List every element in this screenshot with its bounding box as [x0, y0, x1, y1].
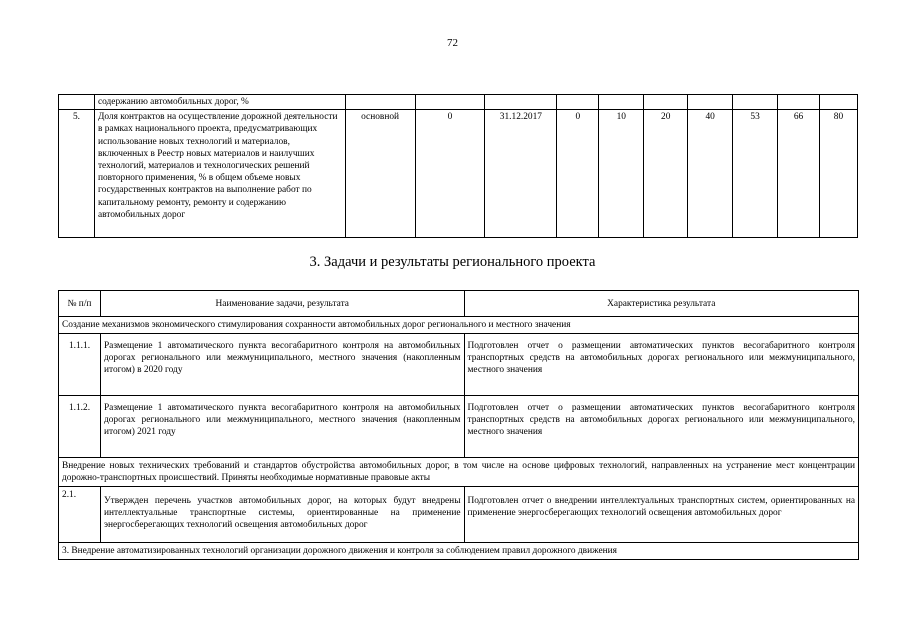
page-number: 72 — [447, 37, 458, 49]
task-name: Размещение 1 автоматического пункта весогабаритного контроля на автомобильных дорогах регионального или межмуниципального, местного значения (накопленным итогом) в 2020 году — [100, 334, 464, 396]
task-characteristic: Подготовлен отчет о внедрении интеллектуальных транспортных систем, ориентированных на применение энергосберегающих технологий освещения автомобильных дорог — [464, 487, 859, 543]
year-value: 80 — [819, 110, 857, 238]
year-value: 20 — [644, 110, 688, 238]
task-characteristic: Подготовлен отчет о размещении автоматических пунктов весогабаритного контроля транспортных средств на автомобильных дорогах регионального или межмуниципального, местного значения — [464, 334, 859, 396]
base-value: 0 — [415, 110, 485, 238]
continuation-text: содержанию автомобильных дорог, % — [94, 95, 345, 110]
year-value: 10 — [599, 110, 644, 238]
table-row — [59, 396, 859, 458]
section-title-1: Создание механизмов экономического стимулирования сохранности автомобильных дорог регионального и местного значения — [59, 317, 859, 334]
year-value: 66 — [778, 110, 820, 238]
section-row — [59, 317, 859, 334]
header-row — [59, 291, 859, 317]
table-row — [59, 487, 859, 543]
section-title: 3. Задачи и результаты регионального проекта — [309, 254, 596, 270]
task-number: 2.1. — [59, 487, 101, 543]
section-title-2: Внедрение новых технических требований и стандартов обустройства автомобильных дорог, в том числе на основе цифровых технологий, направленных на устранение мест концентрации дорожно-транспортных происшествий. Приняты необходимые нормативные правовые акты — [59, 458, 859, 487]
task-characteristic: Подготовлен отчет о размещении автоматических пунктов весогабаритного контроля транспортных средств на автомобильных дорогах регионального или межмуниципального, местного значения — [464, 396, 859, 458]
continuation-row — [59, 95, 858, 110]
task-name: Размещение 1 автоматического пункта весогабаритного контроля на автомобильных дорогах регионального или межмуниципального, местного значения (накопленным итогом) 2021 году — [100, 396, 464, 458]
table-row — [59, 334, 859, 396]
indicators-table — [58, 94, 858, 238]
year-value: 53 — [733, 110, 778, 238]
year-value: 40 — [688, 110, 733, 238]
task-name: Утвержден перечень участков автомобильных дорог, на которых будут внедрены интеллектуальные транспортные системы, ориентированные на применение энергосберегающих технологий освещения автомобильных дорог — [100, 487, 464, 543]
year-value: 0 — [557, 110, 599, 238]
section-row — [59, 458, 859, 487]
section-row — [59, 543, 859, 560]
section-title-3: 3. Внедрение автоматизированных технологий организации дорожного движения и контроля за соблюдением правил дорожного движения — [59, 543, 859, 560]
tasks-table — [58, 290, 859, 560]
header-name: Наименование задачи, результата — [100, 291, 464, 317]
row-number: 5. — [59, 110, 95, 238]
indicator-name: Доля контрактов на осуществление дорожной деятельности в рамках национального проекта, предусматривающих использование новых технологий и материалов, включенных в Реестр новых материалов и наилучших технологий, материалов и технологических решений повторного применения, % в общем объеме новых государственных контрактов на выполнение работ по капитальному ремонту, ремонту и содержанию автомобильных дорог — [94, 110, 345, 238]
task-number: 1.1.2. — [59, 396, 101, 458]
task-number: 1.1.1. — [59, 334, 101, 396]
header-num: № п/п — [59, 291, 101, 317]
header-characteristic: Характеристика результата — [464, 291, 859, 317]
indicator-row — [59, 110, 858, 238]
indicator-type: основной — [345, 110, 415, 238]
base-date: 31.12.2017 — [485, 110, 557, 238]
